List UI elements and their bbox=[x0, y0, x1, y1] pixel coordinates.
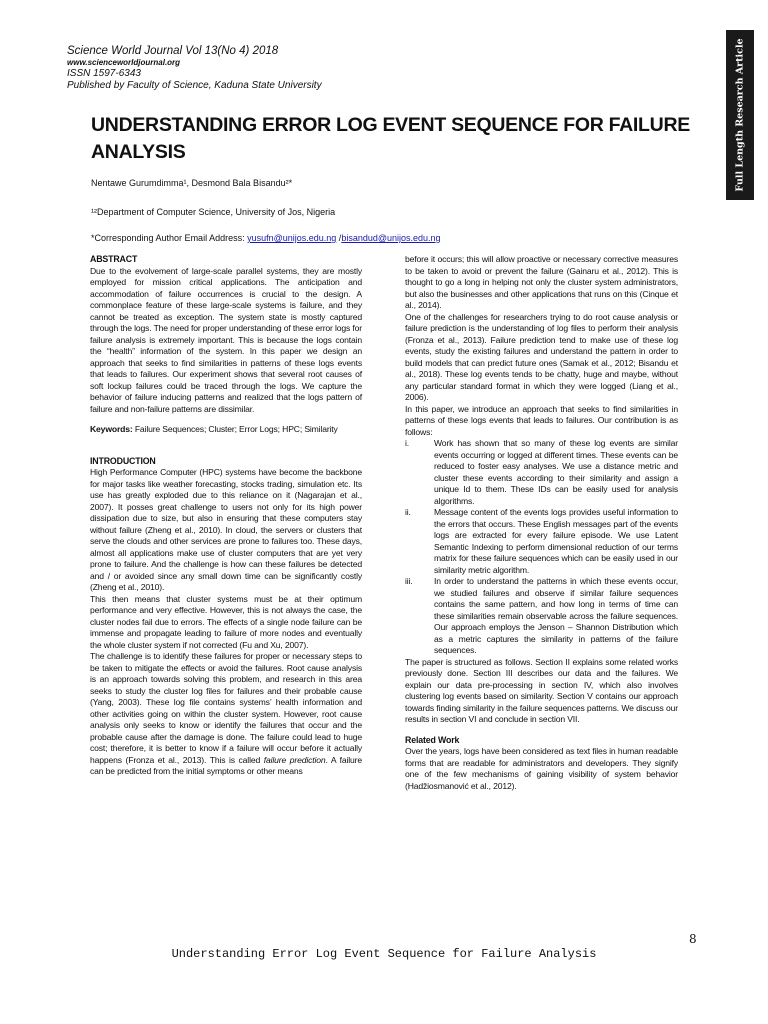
contribution-item bbox=[405, 576, 678, 657]
article-type-label: Full Length Research Article bbox=[734, 38, 746, 192]
list-text: Message content of the events logs provides useful information to the errors that occurs. These English messages part of the events logs are extracted for every failure episode. We use Latent Semantic Indexing to perform dimensional reduction of our terms matrix for these failure sequences which can be easily used in our similarity metric algorithm. bbox=[434, 507, 678, 575]
email-link-2[interactable]: bisandud@unijos.edu.ng bbox=[341, 233, 441, 243]
right-paragraph-3: In this paper, we introduce an approach that seeks to find similarities in patterns of these logs events that leads to failures. Our contribution is as follows: bbox=[405, 403, 678, 437]
abstract-text: Due to the evolvement of large-scale parallel systems, they are mostly employed for mission critical applications. The anticipation and accommodation of failure occurrences is crucial to the design. A commonplace feature of these large-scale systems is failure, and they cannot be treated as exception. The system state is mostly captured through the logs. The need for proper understanding of these error logs for failure analysis is extremely important. This is because the logs contain the “health” information of the system. In this paper we design an approach that seeks to find similarities in patterns of these logs events that leads to failures. Our experiment shows that several root causes of soft lockup failures could be traced through the logs. We capture the behavior of failure inducing patterns and realized that the logs pattern of failure and non-failure patterns are dissimilar. bbox=[90, 265, 362, 414]
keywords-text: Failure Sequences; Cluster; Error Logs; HPC; Similarity bbox=[132, 424, 338, 434]
failure-prediction-term: failure prediction bbox=[263, 754, 326, 765]
affiliation: ¹²Department of Computer Science, University of Jos, Nigeria bbox=[91, 207, 336, 217]
paper-title: UNDERSTANDING ERROR LOG EVENT SEQUENCE FOR FAILURE ANALYSIS bbox=[91, 114, 690, 163]
list-number: iii. bbox=[405, 576, 413, 586]
intro-paragraph-2: This then means that cluster systems must be at their optimum performance and very effective. However, this is not always the case, the cluster nodes fail due to errors. The effects of a single node failure can be immense and propagate leading to failure of more nodes and eventually the whole cluster system if not corrected (Fu and Xu, 2007). bbox=[90, 593, 362, 650]
journal-header bbox=[67, 44, 667, 92]
contribution-item bbox=[405, 438, 678, 507]
right-paragraph-1: before it occurs; this will allow proactive or necessary corrective measures to be taken to avoid or prevent the failure (Gainaru et al., 2012). This is thought to go a long in helping not only the cluster system administrators, but also the businesses and other applications that runs on this (Cinque et al., 2014). bbox=[405, 254, 678, 310]
intro-p3-text-end: . A failure can be predicted from the initial symptoms or other means bbox=[90, 754, 363, 776]
related-work-heading: Related Work bbox=[405, 734, 460, 745]
list-text: In order to understand the patterns in which these events occur, we studied failures and observe if similar failure sequences contains the same pattern, and how long in terms of time can these similarities remain observable across the failure sequences. Our approach employs the Jenson – Shannon Distribution which as a metric captures the similarity in patterns of the failure sequences. bbox=[434, 576, 678, 655]
right-column bbox=[405, 254, 678, 792]
intro-paragraph-1: High Performance Computer (HPC) systems have become the backbone for major tasks like weather forecasting, stocks trading, simulation etc. Its use has greatly exploded due to this reliance on it (Nagarajan et al., 2007). It posses great challenge to users not only for its high power dissipation due to size, but also in ensuring that these computers stay without failure (Zheng et al., 2010). In cloud, the servers or clusters that serve the clouds and other services are prone to failures too. These days, almost all applications make use of cluster computers that are yet very prone to failure. And the challenge is how can these failures be detected and / or avoided since any small down time can be significantly costly (Zheng et al., 2010). bbox=[90, 467, 362, 592]
keywords-label: Keywords: bbox=[90, 424, 133, 434]
email-link-1[interactable]: yusufn@unijos.edu.ng bbox=[247, 233, 337, 243]
intro-p3-text: The challenge is to identify these failures for proper or necessary steps to be taken to mitigate the effects or avoid the failures. Root cause analysis is an approach towards solving this problem, and research in this area seeks to study the cluster log files for failures and their probable cause (Yang, 2003). These log file contains systems’ health information and other activities going on within the cluster system. However, root cause analysis only seeks to know or identify the failures that occur and the probable cause after the damage is done. The failure could lead to huge cost; therefore, it is better to know if a failure will occur before it actually happens (Fronza et al., 2013). This is called bbox=[90, 651, 362, 765]
page-number: 8 bbox=[689, 932, 697, 946]
journal-url[interactable]: www.scienceworldjournal.org bbox=[67, 58, 181, 67]
email-separator: / bbox=[336, 233, 342, 243]
contribution-item bbox=[405, 507, 678, 576]
issn: ISSN 1597-6343 bbox=[67, 68, 141, 79]
article-type-tab bbox=[726, 30, 754, 200]
corresponding-email bbox=[91, 233, 441, 243]
email-label: *Corresponding Author Email Address: bbox=[91, 233, 248, 243]
publisher: Published by Faculty of Science, Kaduna State University bbox=[67, 80, 322, 91]
keywords bbox=[90, 424, 362, 436]
list-number: i. bbox=[405, 438, 409, 448]
left-column bbox=[90, 254, 362, 778]
intro-paragraph-3 bbox=[90, 651, 362, 778]
right-paragraph-2: One of the challenges for researchers trying to do root cause analysis or failure prediction is the understanding of log files to perform their analysis (Fronza et al., 2013). Failure prediction tend to make use of these log events, study the existing failures and understand the pattern in order to build models that can predict future ones (Samak et al., 2012; Bisandu et al., 2018). These log events tends to be chatty, huge and maybe, without any particular standard format in which they were logged (Liang et al., 2006). bbox=[405, 311, 678, 402]
list-text: Work has shown that so many of these log events are similar events occurring or logged at different times. These events can be reduced to foster easy analyses. We use a distance metric and cluster these events according to their similarity and assign a unique Id to them. These IDs can be easily used for analysis algorithms. bbox=[434, 438, 678, 506]
authors: Nentawe Gurumdimma¹, Desmond Bala Bisandu²* bbox=[91, 178, 293, 188]
journal-name: Science World Journal Vol 13(No 4) 2018 bbox=[67, 45, 279, 57]
introduction-heading: INTRODUCTION bbox=[90, 455, 156, 466]
running-footer: Understanding Error Log Event Sequence for Failure Analysis bbox=[171, 947, 597, 961]
list-number: ii. bbox=[405, 507, 411, 517]
abstract-heading: ABSTRACT bbox=[90, 254, 138, 264]
right-paragraph-4: The paper is structured as follows. Section II explains some related works previously done. Section III describes our data and the failures. We explain our data pre-processing in section IV, which also involves clustering log events based on similarity. Section V contains our approach towards finding similarity in the failure sequences patterns. We discuss our results in section VI and conclude in section VII. bbox=[405, 656, 678, 724]
related-work-text: Over the years, logs have been considered as text files in human readable forms that are readable for administrators and developers. They signify one of the few mechanisms of gaining visibility of system behavior (Hadžiosmanović et al., 2012). bbox=[405, 746, 678, 791]
